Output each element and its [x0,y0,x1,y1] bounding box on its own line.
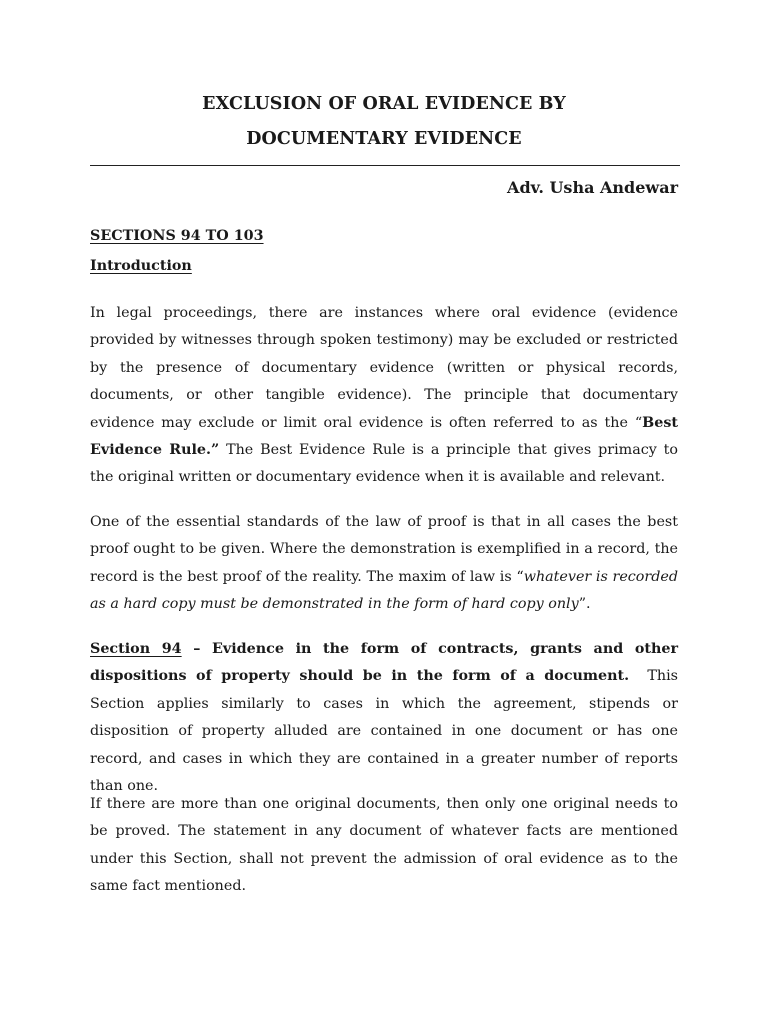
section-94-label: Section 94 [90,641,182,657]
best-evidence-rule-term: Best Evidence Rule.” [90,414,678,459]
section-94-body: This Section applies similarly to cases in which the agreement, stipends or disposition of property alluded are contained in one document or has one record, and cases in which they are contained in a greater number of reports than one. [90,668,683,795]
legal-maxim: whatever is recorded as a hard copy must be demonstrated in the form of hard copy only [90,568,678,613]
sections-heading: SECTIONS 94 TO 103 [90,228,264,244]
author-name: Adv. Usha Andewar [507,178,678,197]
paragraph-original-documents: If there are more than one original documents, then only one original needs to be proved. The statement in any document of whatever facts are mentioned under this Section, shall not prevent the admission of oral evidence as to the same fact mentioned. [90,796,678,895]
paragraph-1-text: In legal proceedings, there are instances where oral evidence (evidence provided by witnesses through spoken testimony) may be excluded or restricted by the presence of documentary evidence (written or physical records, documents, or other tangible evidence). The principle that documentary evidence may exclude or limit oral evidence is often referred to as the “ [90,305,678,431]
paragraph-introduction [90,300,678,492]
document-title-line-2: DOCUMENTARY EVIDENCE [246,129,522,149]
paragraph-2-text-end: ”. [578,596,591,613]
document-title-line-1: EXCLUSION OF ORAL EVIDENCE BY [202,94,566,114]
paragraph-law-of-proof [90,509,678,619]
section-94-heading: – Evidence in the form of contracts, grants and other dispositions of property should be in the form of a document. [90,641,679,685]
paragraph-2-text: One of the essential standards of the law of proof is that in all cases the best proof ought to be given. Where the demonstration is exemplified in a record, the record is the best proof of the reality. The maxim of law is “ [90,514,678,585]
paragraph-section-94 [90,636,683,800]
paragraph-1-text-end: The Best Evidence Rule is a principle that gives primacy to the original written or documentary evidence when it is available and relevant. [90,442,678,486]
introduction-heading: Introduction [90,258,192,274]
title-divider [90,165,680,166]
